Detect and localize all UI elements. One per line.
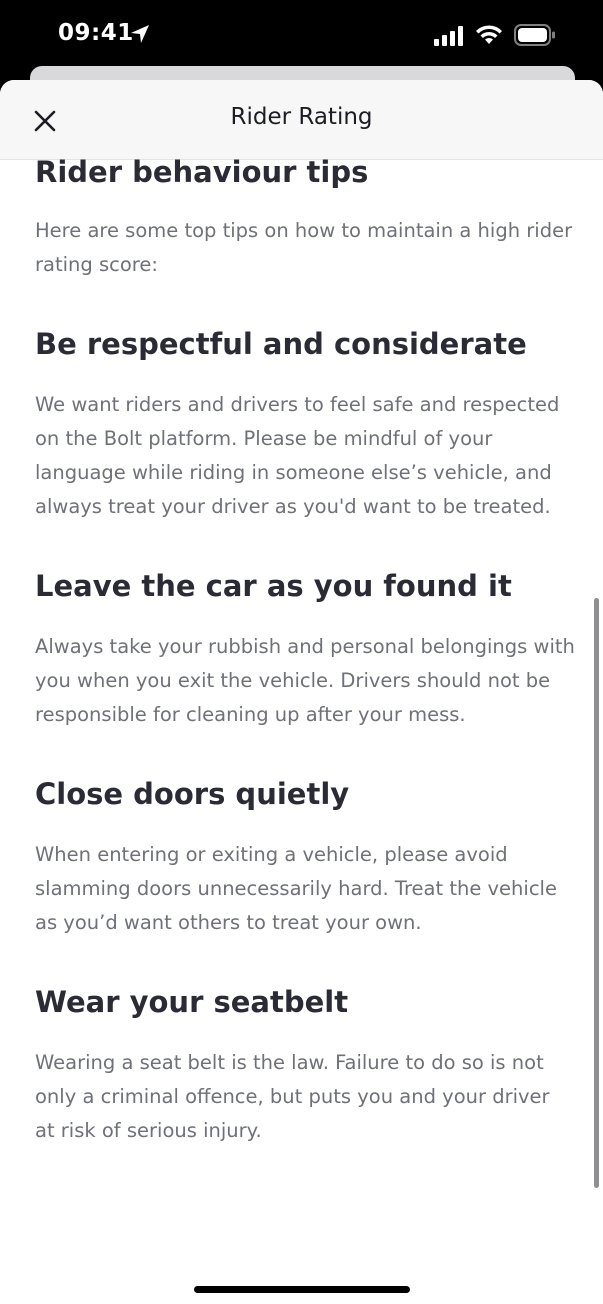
intro-text: Here are some top tips on how to maintain a high rider rating score: [35,219,573,276]
wifi-icon [474,22,504,46]
tip-body-close-doors: When entering or exiting a vehicle, please avoid slamming doors unnecessarily hard. Treat the vehicle as you’d want others to treat your own. [35,843,557,934]
section-heading: Rider behaviour tips [35,155,369,189]
cellular-signal-icon [434,26,466,46]
tip-body-leave-car: Always take your rubbish and personal belongings with you when you exit the vehicle. Drivers should not be responsible for cleaning up after your mess. [35,635,575,726]
tip-title-respectful: Be respectful and considerate [35,327,527,361]
navigation-bar [0,80,603,160]
location-arrow-icon [130,24,150,44]
page-title: Rider Rating [230,104,373,130]
tip-body-respectful: We want riders and drivers to feel safe and respected on the Bolt platform. Please be mindful of your language while riding in someone else’s vehicle, and always treat your driver as you'd want to be treated. [35,393,560,518]
tip-title-seatbelt: Wear your seatbelt [35,985,349,1019]
battery-icon [514,24,556,46]
status-time: 09:41 [58,20,134,46]
tips-content [35,152,575,1148]
status-bar [0,0,603,66]
tip-title-close-doors: Close doors quietly [35,777,350,811]
home-indicator[interactable] [194,1286,410,1293]
scrollbar[interactable] [594,598,599,1188]
tip-body-seatbelt: Wearing a seat belt is the law. Failure to do so is not only a criminal offence, but puts you and your driver at risk of serious injury. [35,1051,550,1142]
tip-title-leave-car: Leave the car as you found it [35,569,512,603]
